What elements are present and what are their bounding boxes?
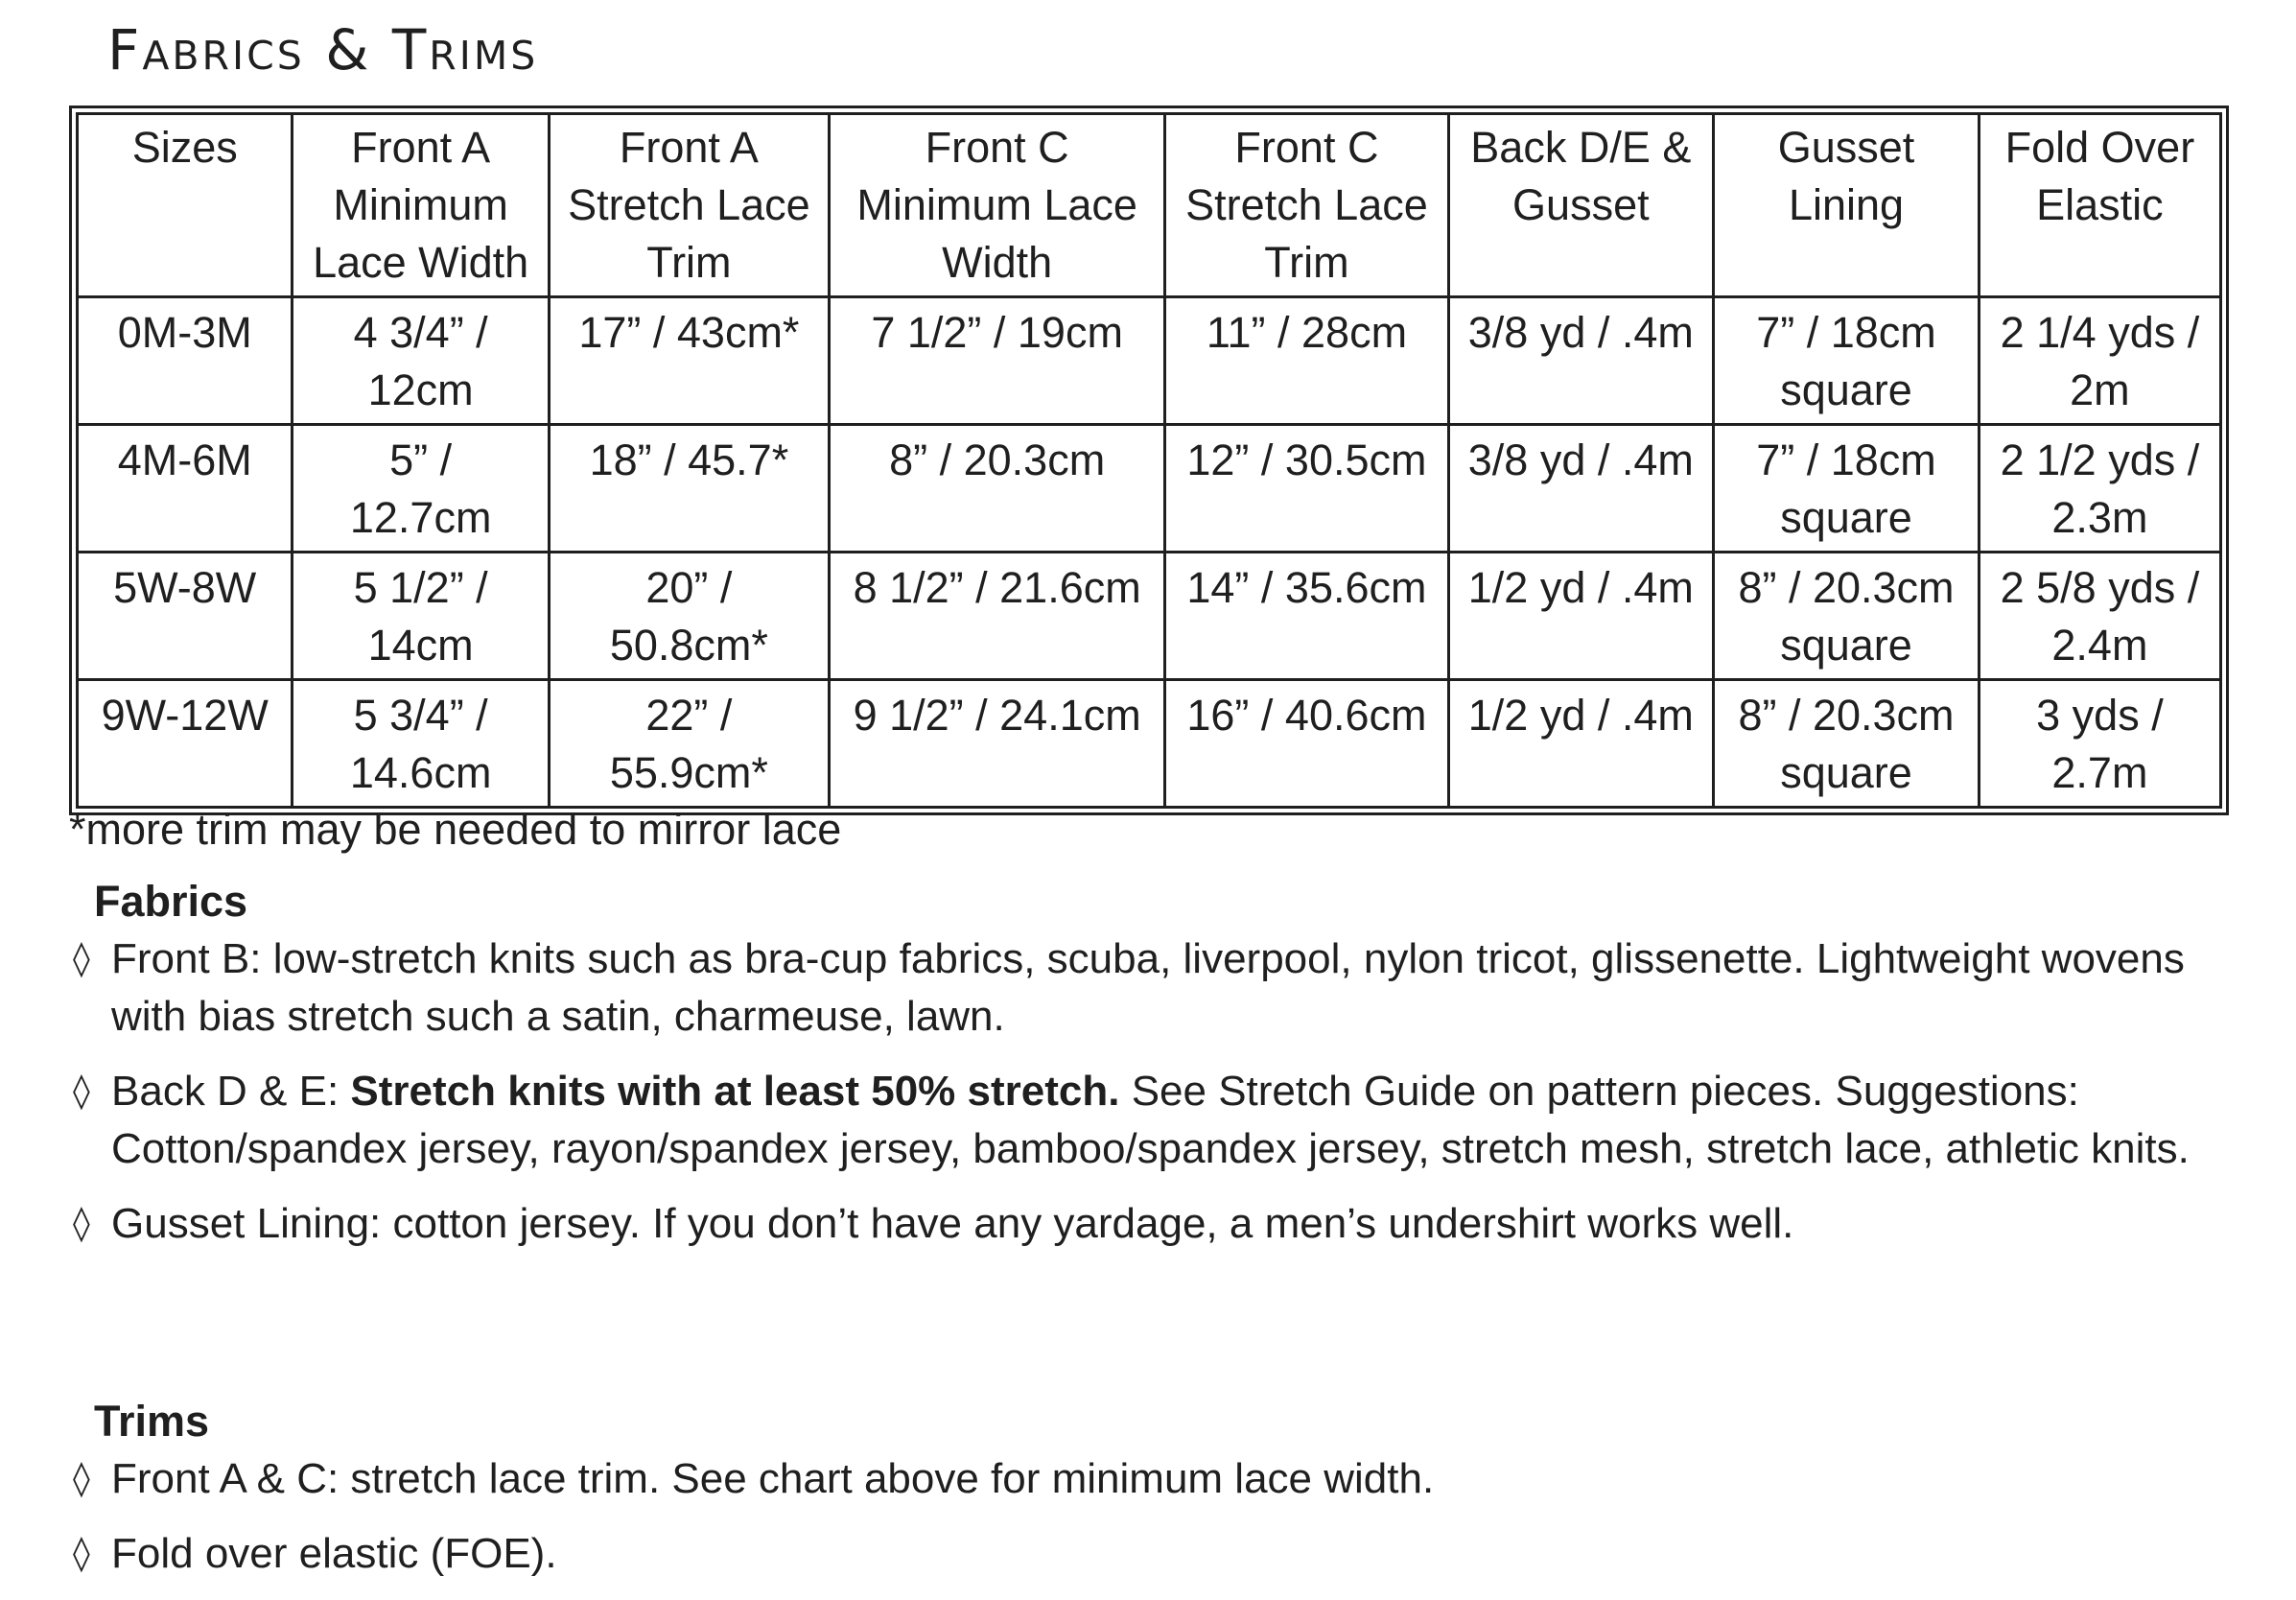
table-cell: 17” / 43cm*	[549, 297, 829, 425]
header-cell: Sizes	[78, 114, 293, 297]
fabric-item-front-b	[69, 930, 2237, 1046]
table-cell: 8” / 20.3cm	[829, 425, 1164, 553]
table-cell: 1/2 yd / .4m	[1448, 553, 1714, 680]
table-cell: 3/8 yd / .4m	[1448, 425, 1714, 553]
header-cell: Fold Over Elastic	[1979, 114, 2220, 297]
table-cell: 5W-8W	[78, 553, 293, 680]
table-cell: 18” / 45.7*	[549, 425, 829, 553]
trims-heading: Trims	[94, 1397, 210, 1446]
table-cell: 22” / 55.9cm*	[549, 680, 829, 808]
table-cell: 9 1/2” / 24.1cm	[829, 680, 1164, 808]
table-cell: 1/2 yd / .4m	[1448, 680, 1714, 808]
diamond-bullet-icon: ◊	[73, 1534, 90, 1573]
table-cell: 8” / 20.3cm square	[1714, 680, 1980, 808]
table-row	[78, 297, 2221, 425]
fabric-item-text: Back D & E:	[111, 1068, 351, 1115]
table-cell: 5 1/2” / 14cm	[293, 553, 549, 680]
table-cell: 7” / 18cm square	[1714, 425, 1980, 553]
diamond-bullet-icon: ◊	[73, 1204, 90, 1243]
table-row	[78, 553, 2221, 680]
table-cell: 20” / 50.8cm*	[549, 553, 829, 680]
page-title: Fabrics & Trims	[107, 17, 539, 82]
fabrics-heading: Fabrics	[94, 877, 248, 926]
table-cell: 16” / 40.6cm	[1165, 680, 1448, 808]
table-cell: 7 1/2” / 19cm	[829, 297, 1164, 425]
fabric-requirements-table-frame	[69, 106, 2229, 815]
header-cell: Back D/E & Gusset	[1448, 114, 1714, 297]
trim-item-foe	[69, 1525, 2237, 1583]
table-cell: 2 1/4 yds / 2m	[1979, 297, 2220, 425]
table-cell: 8 1/2” / 21.6cm	[829, 553, 1164, 680]
diamond-bullet-icon: ◊	[73, 939, 90, 978]
diamond-bullet-icon: ◊	[73, 1071, 90, 1111]
trims-section	[69, 1393, 2237, 1600]
table-cell: 14” / 35.6cm	[1165, 553, 1448, 680]
fabric-item-gusset-lining	[69, 1195, 2237, 1253]
header-cell: Gusset Lining	[1714, 114, 1980, 297]
table-cell: 8” / 20.3cm square	[1714, 553, 1980, 680]
header-cell: Front C Stretch Lace Trim	[1165, 114, 1448, 297]
table-row	[78, 680, 2221, 808]
diamond-bullet-icon: ◊	[73, 1459, 90, 1498]
trim-item-text: Front A & C: stretch lace trim. See chart above for minimum lace width.	[111, 1455, 1435, 1502]
table-header-row	[78, 114, 2221, 297]
fabric-item-text-rest: See Stretch Guide on pattern pieces. Suggestions: Cotton/spandex jersey, rayon/spandex jersey, bamboo/spandex jersey, stretch mesh, stretch lace, athletic knits.	[111, 1068, 2190, 1172]
table-cell: 0M-3M	[78, 297, 293, 425]
table-cell: 11” / 28cm	[1165, 297, 1448, 425]
table-footnote: *more trim may be needed to mirror lace	[69, 805, 842, 854]
table-cell: 5 3/4” / 14.6cm	[293, 680, 549, 808]
table-row	[78, 425, 2221, 553]
table-cell: 3/8 yd / .4m	[1448, 297, 1714, 425]
table-cell: 4M-6M	[78, 425, 293, 553]
fabric-requirements-table	[76, 112, 2222, 809]
table-cell: 12” / 30.5cm	[1165, 425, 1448, 553]
table-cell: 5” / 12.7cm	[293, 425, 549, 553]
table-cell: 7” / 18cm square	[1714, 297, 1980, 425]
table-cell: 9W-12W	[78, 680, 293, 808]
trim-item-text: Fold over elastic (FOE).	[111, 1530, 557, 1577]
header-cell: Front C Minimum Lace Width	[829, 114, 1164, 297]
header-cell: Front A Minimum Lace Width	[293, 114, 549, 297]
trim-item-front-a-c	[69, 1450, 2237, 1508]
table-cell: 4 3/4” / 12cm	[293, 297, 549, 425]
fabric-item-text: Front B: low-stretch knits such as bra-cup fabrics, scuba, liverpool, nylon tricot, glissenette. Lightweight wovens with bias stretch such a satin, charmeuse, lawn.	[111, 935, 2185, 1040]
table-cell: 3 yds / 2.7m	[1979, 680, 2220, 808]
table-cell: 2 1/2 yds / 2.3m	[1979, 425, 2220, 553]
fabric-item-emphasis: Stretch knits with at least 50% stretch.	[350, 1068, 1120, 1115]
fabrics-section	[69, 873, 2237, 1270]
table-cell: 2 5/8 yds / 2.4m	[1979, 553, 2220, 680]
header-cell: Front A Stretch Lace Trim	[549, 114, 829, 297]
fabric-item-back-d-e	[69, 1063, 2237, 1178]
fabric-item-text: Gusset Lining: cotton jersey. If you don’t have any yardage, a men’s undershirt works well.	[111, 1200, 1794, 1247]
